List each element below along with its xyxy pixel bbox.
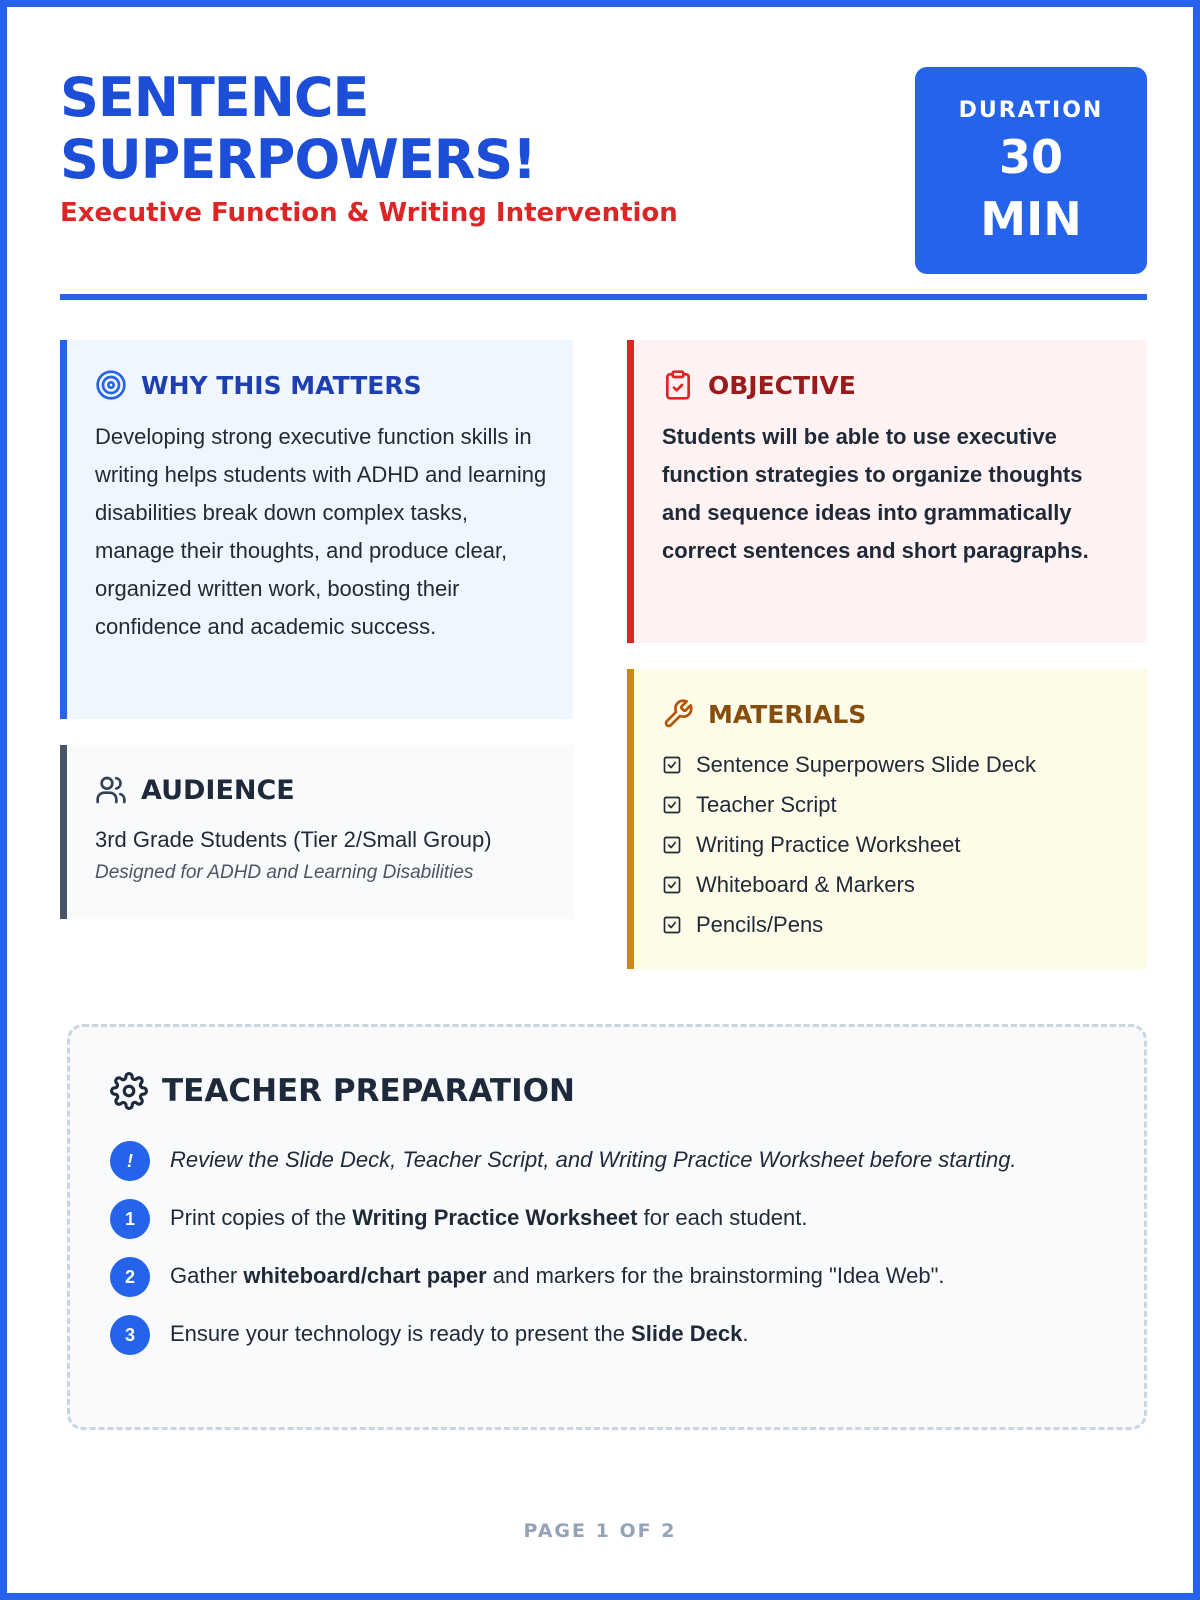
step-text-pre: Gather bbox=[170, 1263, 244, 1288]
title-line-1: SENTENCE bbox=[60, 66, 369, 129]
materials-card bbox=[627, 669, 1147, 969]
audience-description: 3rd Grade Students (Tier 2/Small Group) bbox=[95, 827, 492, 852]
header-divider bbox=[60, 294, 1147, 300]
header bbox=[60, 67, 1147, 307]
audience-note: Designed for ADHD and Learning Disabilities bbox=[95, 862, 474, 883]
prep-title: TEACHER PREPARATION bbox=[162, 1073, 575, 1109]
prep-steps-list bbox=[110, 1141, 1104, 1355]
users-icon bbox=[95, 774, 127, 806]
page-subtitle: Executive Function & Writing Intervention bbox=[60, 198, 678, 228]
clipboard-check-icon bbox=[662, 369, 694, 401]
objective-card-body: Students will be able to use executive function strategies to organize thoughts and sequence ideas into grammatically correct sentences and short paragraphs. bbox=[662, 424, 1089, 563]
objective-card-title: OBJECTIVE bbox=[708, 370, 856, 400]
alert-badge: ! bbox=[110, 1141, 150, 1181]
materials-item-label: Sentence Superpowers Slide Deck bbox=[696, 752, 1036, 777]
step-text-pre: Ensure your technology is ready to present the bbox=[170, 1321, 632, 1346]
materials-item-label: Teacher Script bbox=[696, 792, 837, 817]
prep-note-item bbox=[110, 1141, 1104, 1181]
audience-card-header bbox=[95, 773, 547, 807]
materials-list-item bbox=[662, 905, 1121, 945]
step-number-badge: 3 bbox=[110, 1315, 150, 1355]
prep-header bbox=[110, 1071, 1104, 1111]
gear-icon bbox=[110, 1072, 148, 1110]
why-card-title: WHY THIS MATTERS bbox=[141, 370, 422, 400]
objective-card bbox=[627, 340, 1147, 643]
step-number-badge: 2 bbox=[110, 1257, 150, 1297]
step-text-bold: whiteboard/chart paper bbox=[243, 1263, 487, 1288]
materials-card-title: MATERIALS bbox=[708, 699, 867, 729]
prep-step-item bbox=[110, 1257, 1104, 1297]
prep-step-item bbox=[110, 1199, 1104, 1239]
page-title bbox=[60, 67, 820, 191]
prep-step-text bbox=[170, 1199, 1070, 1235]
step-text-post: . bbox=[742, 1321, 749, 1346]
objective-card-header bbox=[662, 368, 1121, 402]
checkbox-checked-icon bbox=[662, 835, 682, 855]
prep-step-item bbox=[110, 1315, 1104, 1355]
materials-list-item bbox=[662, 825, 1121, 865]
audience-card-title: AUDIENCE bbox=[141, 774, 295, 806]
why-this-matters-card bbox=[60, 340, 573, 719]
materials-item-label: Whiteboard & Markers bbox=[696, 872, 915, 897]
materials-card-header bbox=[662, 697, 1121, 731]
duration-badge bbox=[915, 67, 1147, 274]
checkbox-checked-icon bbox=[662, 755, 682, 775]
materials-list-item bbox=[662, 865, 1121, 905]
materials-list-item bbox=[662, 785, 1121, 825]
materials-list-item bbox=[662, 745, 1121, 785]
why-card-header bbox=[95, 368, 547, 402]
audience-card bbox=[60, 745, 573, 919]
teacher-preparation-section bbox=[67, 1024, 1147, 1430]
duration-label: DURATION bbox=[958, 98, 1104, 123]
duration-value: 30 bbox=[998, 130, 1063, 184]
step-text-post: for each student. bbox=[637, 1205, 808, 1230]
prep-step-text bbox=[170, 1315, 1070, 1351]
page-number: PAGE 1 OF 2 bbox=[523, 1520, 677, 1542]
wrench-icon bbox=[662, 698, 694, 730]
materials-item-label: Pencils/Pens bbox=[696, 912, 824, 937]
step-text-pre: Print copies of the bbox=[170, 1205, 353, 1230]
title-line-2: SUPERPOWERS! bbox=[60, 128, 536, 191]
materials-item-label: Writing Practice Worksheet bbox=[696, 832, 961, 857]
step-text-post: and markers for the brainstorming "Idea Web". bbox=[486, 1263, 945, 1288]
step-text-bold: Writing Practice Worksheet bbox=[352, 1205, 638, 1230]
prep-note-text: Review the Slide Deck, Teacher Script, and Writing Practice Worksheet before starting. bbox=[170, 1147, 1017, 1172]
materials-list bbox=[662, 745, 1121, 945]
step-number-badge: 1 bbox=[110, 1199, 150, 1239]
checkbox-checked-icon bbox=[662, 915, 682, 935]
checkbox-checked-icon bbox=[662, 875, 682, 895]
checkbox-checked-icon bbox=[662, 795, 682, 815]
duration-unit: MIN bbox=[980, 192, 1082, 246]
target-icon bbox=[95, 369, 127, 401]
why-card-body: Developing strong executive function skills in writing helps students with ADHD and learning disabilities break down complex tasks, manage their thoughts, and produce clear, organized written work, boosting their confidence and academic success. bbox=[95, 424, 547, 639]
prep-step-text bbox=[170, 1257, 1070, 1293]
step-text-bold: Slide Deck bbox=[631, 1321, 743, 1346]
